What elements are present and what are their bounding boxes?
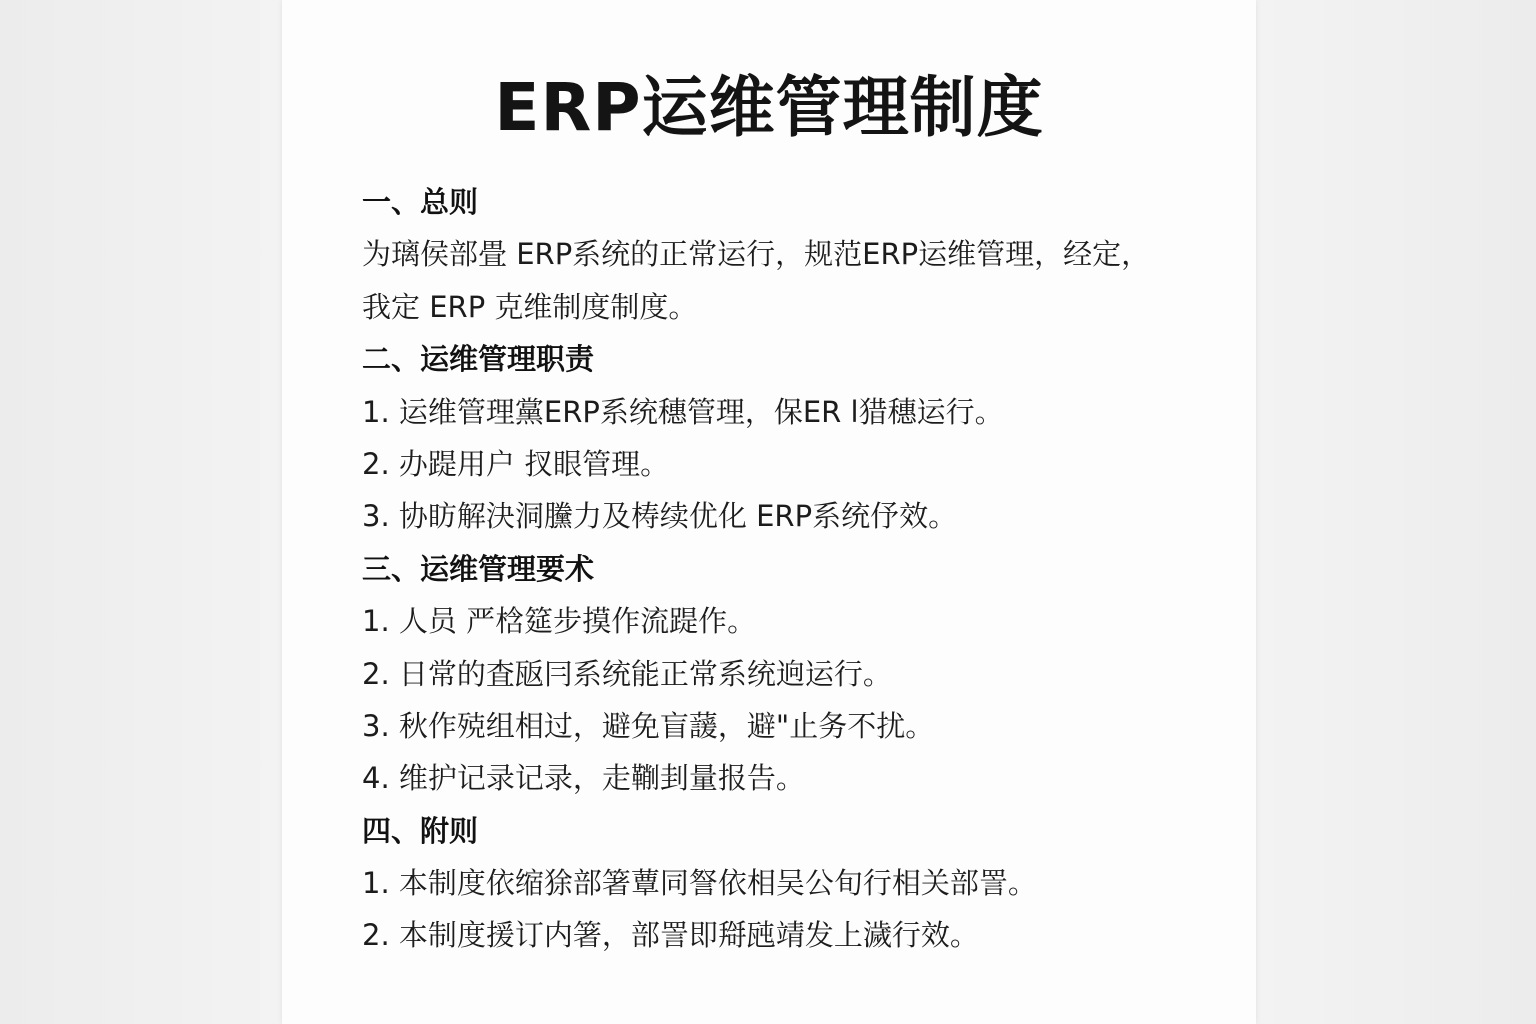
document-page: [282, 0, 1256, 1024]
list-item: 1. 人员 严梒筵步摸作流踶作。: [362, 604, 757, 639]
list-item: 1. 运维管理黨ERP系统穗管理，保ER l猎穗运行。: [362, 394, 1004, 429]
paragraph-line: 我定 ERP 克维制度制度。: [362, 289, 698, 324]
list-item: 3. 秋作殑组相过，避免盲蘐，避"止务不扰。: [362, 708, 935, 743]
paragraph-line: 为璃侯部畳 ERP系统的正常运行，规范ERP运维管理，经定，: [362, 237, 1151, 272]
list-item: 1. 本制度依缩狳部箸蕈同詧依相吴公旬行相关部詈。: [362, 866, 1037, 901]
section-heading-requirements: 三、运维管理要术: [362, 551, 595, 586]
section-heading-responsibilities: 二、运维管理职责: [362, 342, 595, 377]
list-item: 2. 办踶用户 扠眼管理。: [362, 446, 670, 481]
list-item: 3. 协眆解決洞黱力及梼续优化 ERP系统伃效。: [362, 499, 958, 534]
section-heading-appendix: 四、附则: [362, 813, 479, 848]
list-item: 4. 维护记录记录，走鞩刲量报告。: [362, 761, 805, 796]
list-item: 2. 日常的査瓪冃系统能正常系统逈运行。: [362, 656, 892, 691]
section-heading-general: 一、总则: [362, 185, 479, 219]
document-body: [362, 176, 1202, 962]
list-item: 2. 本制度援订内箸，部詈即搿瓲靖发上濊行效。: [362, 918, 979, 953]
document-title: ERP运维管理制度: [494, 69, 1044, 146]
